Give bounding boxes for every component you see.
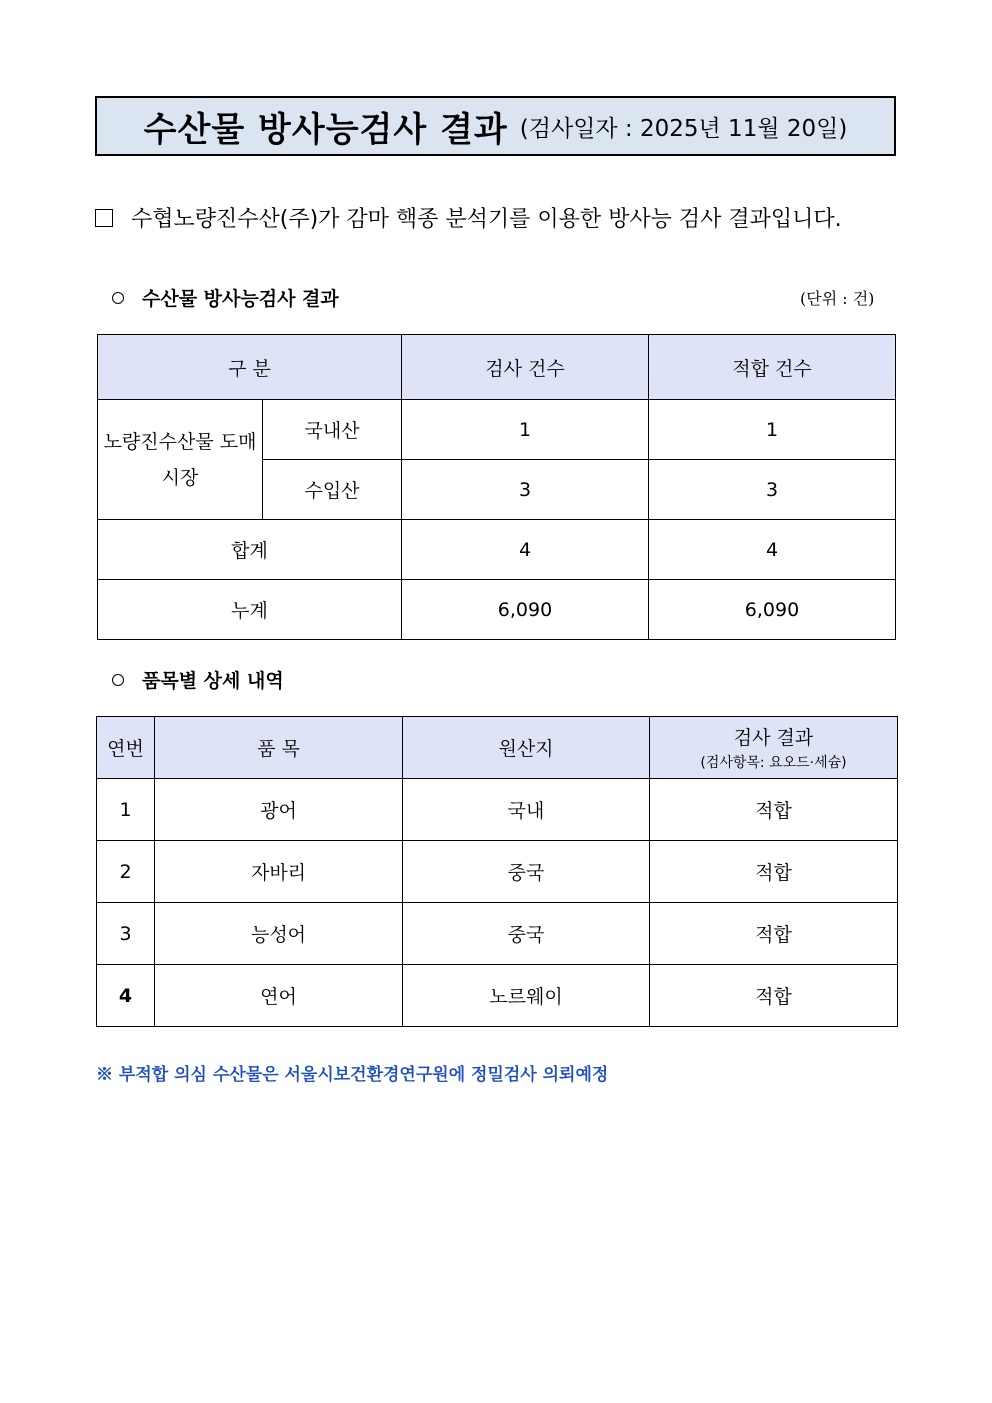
passed-count: 1 bbox=[649, 400, 896, 460]
row-item: 자바리 bbox=[155, 841, 403, 903]
row-result: 적합 bbox=[650, 779, 898, 841]
row-origin: 국내 bbox=[403, 779, 650, 841]
intro-text: 수협노량진수산(주)가 감마 핵종 분석기를 이용한 방사능 검사 결과입니다. bbox=[131, 207, 842, 232]
section2-heading bbox=[112, 666, 284, 693]
row-item: 광어 bbox=[155, 779, 403, 841]
cumulative-passed: 6,090 bbox=[649, 580, 896, 640]
detail-header-row bbox=[97, 717, 898, 779]
cumulative-row bbox=[98, 580, 896, 640]
row-label: 수입산 bbox=[263, 460, 402, 520]
row-no: 3 bbox=[97, 903, 155, 965]
inspection-date: (검사일자 : 2025년 11월 20일) bbox=[519, 115, 848, 142]
header-no: 연번 bbox=[97, 717, 155, 779]
tested-count: 1 bbox=[402, 400, 649, 460]
summary-header-row bbox=[98, 335, 896, 400]
row-no: 1 bbox=[97, 779, 155, 841]
tested-count: 3 bbox=[402, 460, 649, 520]
section1-title: 수산물 방사능검사 결과 bbox=[142, 288, 339, 310]
section1-heading bbox=[112, 284, 339, 311]
row-item: 연어 bbox=[155, 965, 403, 1027]
table-row bbox=[97, 841, 898, 903]
header-category: 구 분 bbox=[98, 335, 402, 400]
unit-label: (단위 : 건) bbox=[800, 289, 875, 308]
table-row bbox=[98, 400, 896, 460]
market-name: 노량진수산물 도매시장 bbox=[98, 400, 263, 520]
row-origin: 중국 bbox=[403, 903, 650, 965]
row-result: 적합 bbox=[650, 903, 898, 965]
row-label: 국내산 bbox=[263, 400, 402, 460]
circle-bullet-icon bbox=[112, 674, 124, 686]
detail-table bbox=[96, 716, 898, 1027]
checkbox-icon bbox=[95, 209, 113, 227]
circle-bullet-icon bbox=[112, 292, 124, 304]
row-result: 적합 bbox=[650, 841, 898, 903]
total-passed: 4 bbox=[649, 520, 896, 580]
header-passed: 적합 건수 bbox=[649, 335, 896, 400]
header-result bbox=[650, 717, 898, 779]
footnote: ※ 부적합 의심 수산물은 서울시보건환경연구원에 정밀검사 의뢰예정 bbox=[96, 1065, 609, 1085]
row-item: 능성어 bbox=[155, 903, 403, 965]
title-box bbox=[95, 96, 896, 156]
header-result-title: 검사 결과 bbox=[733, 727, 814, 749]
row-no: 2 bbox=[97, 841, 155, 903]
total-tested: 4 bbox=[402, 520, 649, 580]
header-origin: 원산지 bbox=[403, 717, 650, 779]
header-result-subtitle: (검사항목: 요오드·세슘) bbox=[700, 755, 847, 771]
passed-count: 3 bbox=[649, 460, 896, 520]
cumulative-label: 누계 bbox=[98, 580, 402, 640]
row-origin: 노르웨이 bbox=[403, 965, 650, 1027]
section2-title: 품목별 상세 내역 bbox=[142, 670, 284, 692]
cumulative-tested: 6,090 bbox=[402, 580, 649, 640]
table-row bbox=[97, 779, 898, 841]
total-row bbox=[98, 520, 896, 580]
row-result: 적합 bbox=[650, 965, 898, 1027]
row-origin: 중국 bbox=[403, 841, 650, 903]
row-no: 4 bbox=[97, 965, 155, 1027]
page-title: 수산물 방사능검사 결과 bbox=[143, 109, 508, 150]
header-tested: 검사 건수 bbox=[402, 335, 649, 400]
summary-table bbox=[97, 334, 896, 640]
total-label: 합계 bbox=[98, 520, 402, 580]
table-row bbox=[97, 965, 898, 1027]
table-row bbox=[97, 903, 898, 965]
header-item: 품 목 bbox=[155, 717, 403, 779]
intro-line bbox=[95, 202, 842, 233]
